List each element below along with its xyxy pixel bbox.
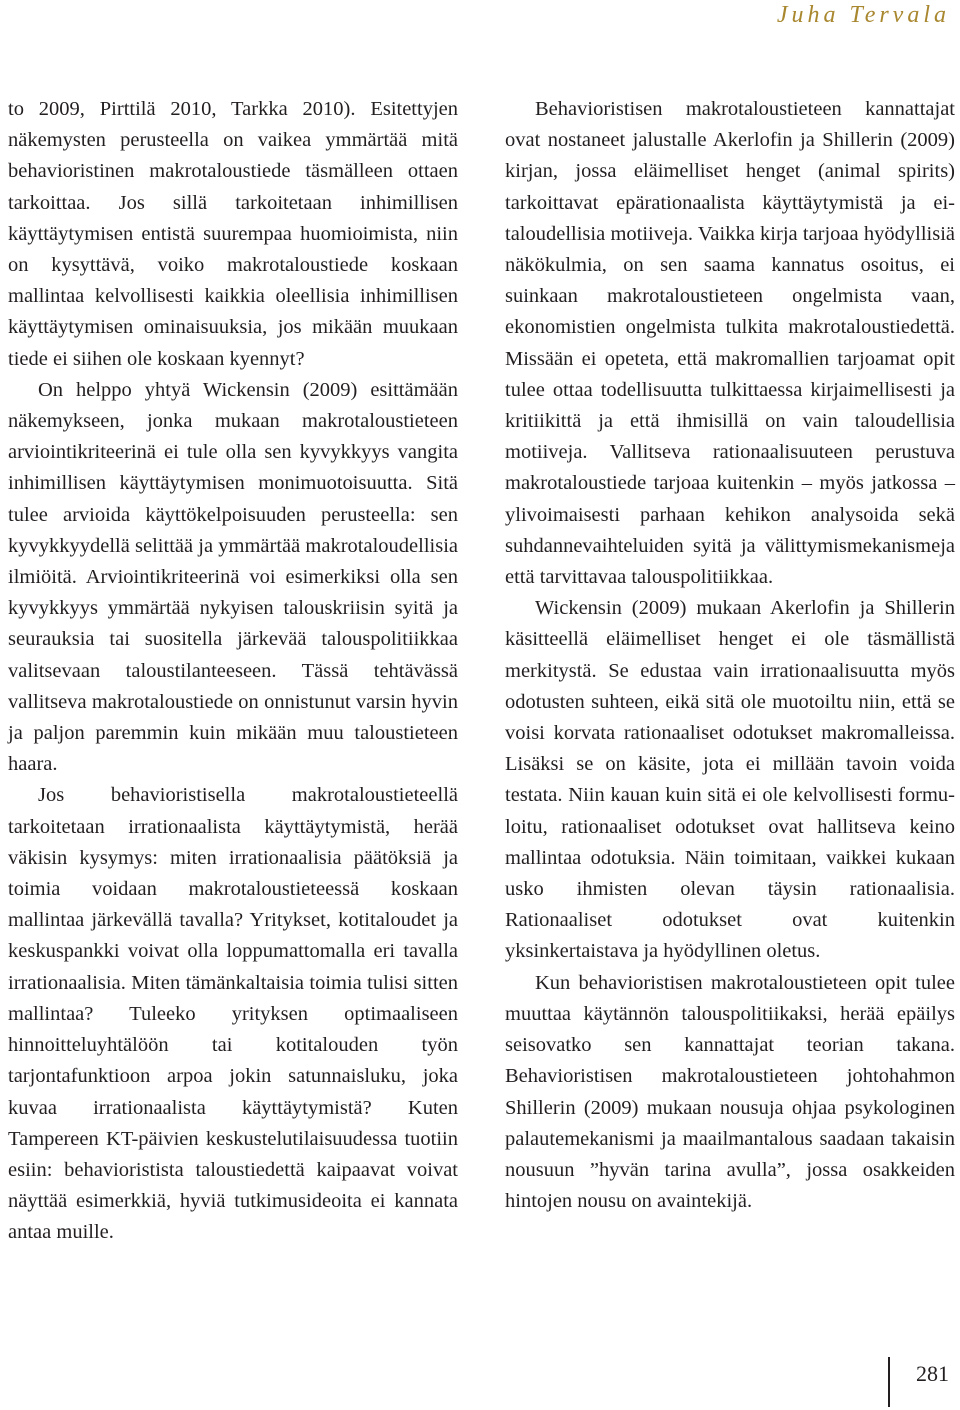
- right-column: [505, 94, 955, 1217]
- left-column: [8, 94, 458, 1249]
- paragraph: On helppo yhtyä Wickensin (2009) esittämään näkemykseen, jonka mukaan makrotaloustieteen arviointikriteerinä ei tule olla sen kyvykkyys vangita inhimillisen käyttäytymisen monimuotoisuutta. Sitä tulee arvioida käyttökelpoisuuden perusteella: sen kyvykkyydellä selittää ja ymmärtää makrotaloudellisia ilmiöitä. Arviointikriteerinä voi esimerkiksi olla sen kyvykkyys ymmärtää nykyisen talouskriisin syitä ja seurauksia tai suositella järkevää talouspolitiikkaa valitsevaan taloustilanteeseen. Tässä tehtävässä vallitseva makrotaloustiede on onnistunut varsin hyvin ja paljon paremmin kuin mikään muu taloustieteen haara.: [8, 378, 458, 776]
- running-head-author: Juha Tervala: [776, 2, 950, 28]
- paragraph: Jos behavioristisella makrotaloustieteellä tarkoitetaan irrationaalista käyttäytymistä, herää väkisin kysymys: miten irrationaalisia päätöksiä ja toimia voidaan makrotaloustieteessä koskaan mallintaa järkevällä tavalla? Yritykset, kotitaloudet ja keskuspankki voivat olla loppumattomalla eri tavalla irrationaalisia. Miten tämänkaltaisia toimia tulisi sitten mallintaa? Tuleeko yrityksen optimaaliseen hinnoitteluyhtälöön tai kotitalouden työn tarjontafunktioon arpoa jokin satunnaisluku, joka kuvaa irrationaalista käyttäytymistä? Kuten Tampereen KT-päivien keskustelutilaisuudessa tuotiin esiin: behavioristista taloustiedettä kaipaavat voivat näyttää esimerkkiä, hyviä tutkimusideoita ei kannata antaa muille.: [8, 784, 458, 1244]
- page-number-rule: [888, 1357, 890, 1407]
- paragraph: Behavioristisen makrotaloustieteen kannattajat ovat nostaneet jalustalle Akerlofin ja Shillerin (2009) kirjan, jossa eläimelliset henget (animal spirits) tarkoittavat epärationaalista käyttäytymistä ja ei-taloudellisia motiiveja. Vaikka kirja tarjoaa hyödyllisiä näkökulmia, on sen saama kannatus osoitus, ei suinkaan makrotaloustieteen ongelmista vaan, ekonomistien ongelmista tulkita makrotaloustiedettä. Missään ei opeteta, että makromallien tarjoamat opit tulee ottaa todellisuutta tulkittaessa kirjaimellisesti ja kritiikittä ja että ihmisillä on vain taloudellisia motiiveja. Vallitseva rationaalisuuteen perustuva makrotaloustiede tarjoaa kuitenkin – myös jatkossa – ylivoimaisesti parhaan kehikon analysoida sekä suhdannevaihteluiden syitä ja välittymismekanismeja että tarvittavaa talouspolitiikkaa.: [505, 98, 955, 589]
- paragraph: Kun behavioristisen makrotaloustieteen opit tulee muuttaa käytännön talouspolitiikaksi, herää epäilys seisovatko sen kannattajat teorian takana. Behavioristisen makrotaloustieteen johtohahmon Shillerin (2009) mukaan nousuja ohjaa psykologinen palautemekanismi ja maailmantalous saadaan takaisin nousuun ”hyvän tarina avulla”, jossa osakkeiden hintojen nousu on avaintekijä.: [505, 971, 955, 1213]
- page-number: 281: [916, 1361, 949, 1386]
- paragraph: to 2009, Pirttilä 2010, Tarkka 2010). Esitettyjen näkemysten perusteella on vaikea ymmärtää mitä behavioristinen makrotaloustiede täsmälleen ottaen tarkoittaa. Jos sillä tarkoitetaan inhimillisen käyttäytymisen entistä suurempaa huomioimista, niin on kysyttävä, voiko makrotaloustiede koskaan mallintaa kelvollisesti kaikkia oleellisia inhimillisen käyttäytymisen ominaisuuksia, jos mikään muukaan tiede ei siihen ole koskaan kyennyt?: [8, 98, 458, 370]
- paragraph: Wickensin (2009) mukaan Akerlofin ja Shillerin käsitteellä eläimelliset henget ei ole täsmällistä merkitystä. Se edustaa vain irrationaalisuutta myös odotusten suhteen, eikä sitä ole muotoiltu niin, että se voisi korvata rationaaliset odotukset makromalleissa. Lisäksi se on käsite, jota ei millään tavoin voida testata. Niin kauan kuin sitä ei ole kelvollisesti formuloitu, rationaaliset odotukset ovat hallitseva keino mallintaa odotuksia. Näin toimitaan, vaikkei kukaan usko ihmisten olevan täysin rationaalisia. Rationaaliset odotukset ovat kuitenkin yksinkertaistava ja hyödyllinen oletus.: [505, 597, 955, 963]
